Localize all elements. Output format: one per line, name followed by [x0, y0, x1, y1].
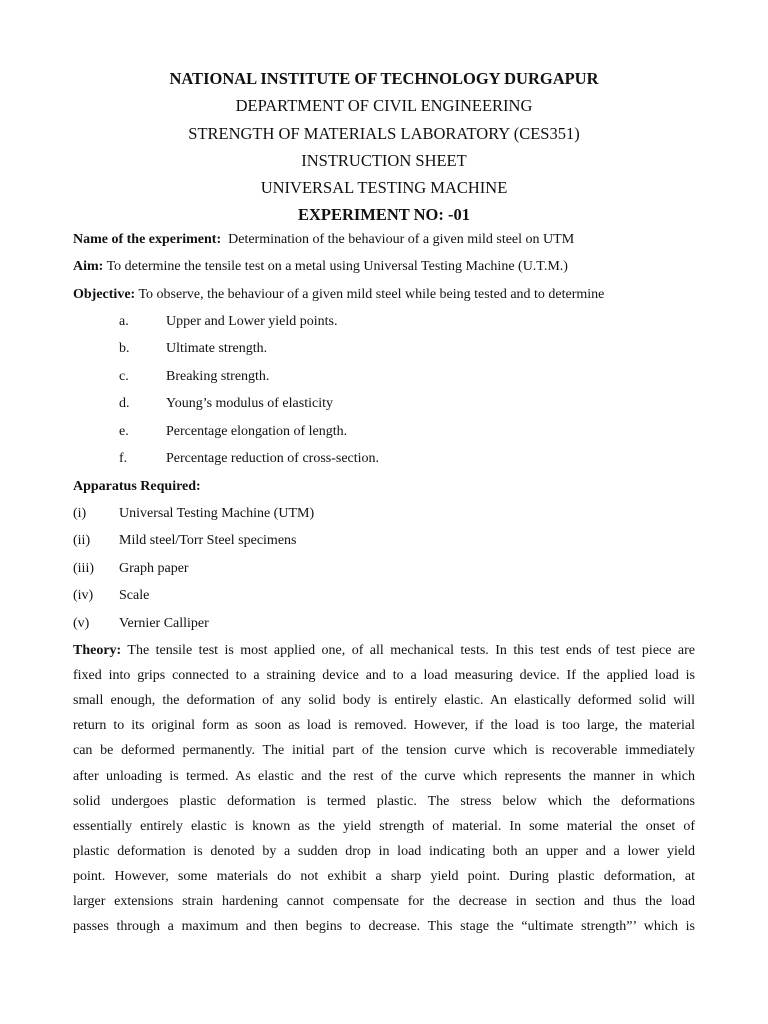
name-of-experiment-label: Name of the experiment: — [73, 232, 222, 247]
objective-item-marker: e. — [119, 424, 129, 439]
theory-first-line-text: The tensile test is most applied one, of all mechanical tests. In this test ends of test piece are — [127, 643, 695, 658]
apparatus-item-text: Mild steel/Torr Steel specimens — [119, 533, 297, 548]
sheet-title: INSTRUCTION SHEET — [301, 151, 467, 170]
theory-line: plastic deformation is denoted by a sudden drop in load indicating both an upper and a lower yield — [73, 844, 695, 859]
objective-item-marker: f. — [119, 451, 128, 466]
apparatus-heading — [73, 478, 695, 496]
name-of-experiment-text: Determination of the behaviour of a given mild steel on UTM — [228, 232, 575, 247]
objective-item-marker: b. — [119, 341, 130, 356]
experiment-number: EXPERIMENT NO: -01 — [297, 205, 471, 224]
apparatus-label: Apparatus Required: — [73, 479, 201, 494]
apparatus-item-marker: (v) — [73, 616, 90, 631]
name-of-experiment-line — [73, 231, 695, 249]
objective-item-text: Percentage elongation of length. — [166, 424, 348, 439]
apparatus-item-text: Vernier Calliper — [119, 616, 209, 631]
aim-text: To determine the tensile test on a metal using Universal Testing Machine (U.T.M.) — [106, 259, 568, 274]
objective-item-text: Breaking strength. — [166, 369, 270, 384]
objective-item-text: Ultimate strength. — [166, 341, 268, 356]
theory-line: solid undergoes plastic deformation is termed plastic. The stress below which the deformations — [73, 794, 695, 809]
objective-item-text: Upper and Lower yield points. — [166, 314, 338, 329]
objective-item-marker: a. — [119, 314, 129, 329]
objective-item-text: Young’s modulus of elasticity — [166, 396, 333, 411]
objective-label: Objective: — [73, 287, 136, 302]
theory-line: small enough, the deformation of any solid body is entirely elastic. An elastically deformed solid will — [73, 693, 695, 708]
theory-label: Theory: — [73, 643, 122, 658]
apparatus-item-marker: (iii) — [73, 561, 94, 576]
theory-first-line — [73, 642, 695, 660]
objective-item-text: Percentage reduction of cross-section. — [166, 451, 380, 466]
theory-line: point. However, some materials do not exhibit a sharp yield point. During plastic deformation, at — [73, 869, 695, 884]
theory-line: after unloading is termed. As elastic and the rest of the curve which represents the manner in which — [73, 769, 695, 784]
theory-line: fixed into grips connected to a straining device and to a load measuring device. If the applied load is — [73, 668, 695, 683]
aim-line — [73, 258, 695, 276]
objective-line — [73, 286, 695, 304]
objective-item-marker: d. — [119, 396, 130, 411]
apparatus-item-marker: (iv) — [73, 588, 94, 603]
theory-line: passes through a maximum and then begins to decrease. This stage the “ultimate strength”’ which is — [73, 919, 695, 934]
apparatus-item-marker: (ii) — [73, 533, 91, 548]
apparatus-item-text: Scale — [119, 588, 150, 603]
aim-label: Aim: — [73, 259, 104, 274]
objective-text: To observe, the behaviour of a given mild steel while being tested and to determine — [138, 287, 605, 302]
apparatus-item-text: Universal Testing Machine (UTM) — [119, 506, 315, 521]
institute-title: NATIONAL INSTITUTE OF TECHNOLOGY DURGAPUR — [169, 69, 599, 88]
laboratory-title: STRENGTH OF MATERIALS LABORATORY (CES351) — [188, 124, 580, 143]
theory-line: return to its original form as soon as load is removed. However, if the load is too large, the material — [73, 718, 695, 733]
department-title: DEPARTMENT OF CIVIL ENGINEERING — [235, 96, 533, 115]
theory-line: can be deformed permanently. The initial part of the tension curve which is recoverable immediately — [73, 743, 695, 758]
objective-item-marker: c. — [119, 369, 129, 384]
apparatus-item-text: Graph paper — [119, 561, 189, 576]
apparatus-item-marker: (i) — [73, 506, 87, 521]
theory-line: larger extensions strain hardening cannot compensate for the decrease in section and thus the load — [73, 894, 695, 909]
machine-title: UNIVERSAL TESTING MACHINE — [260, 178, 508, 197]
theory-line: essentially entirely elastic is known as the yield strength of material. In some material the onset of — [73, 819, 695, 834]
